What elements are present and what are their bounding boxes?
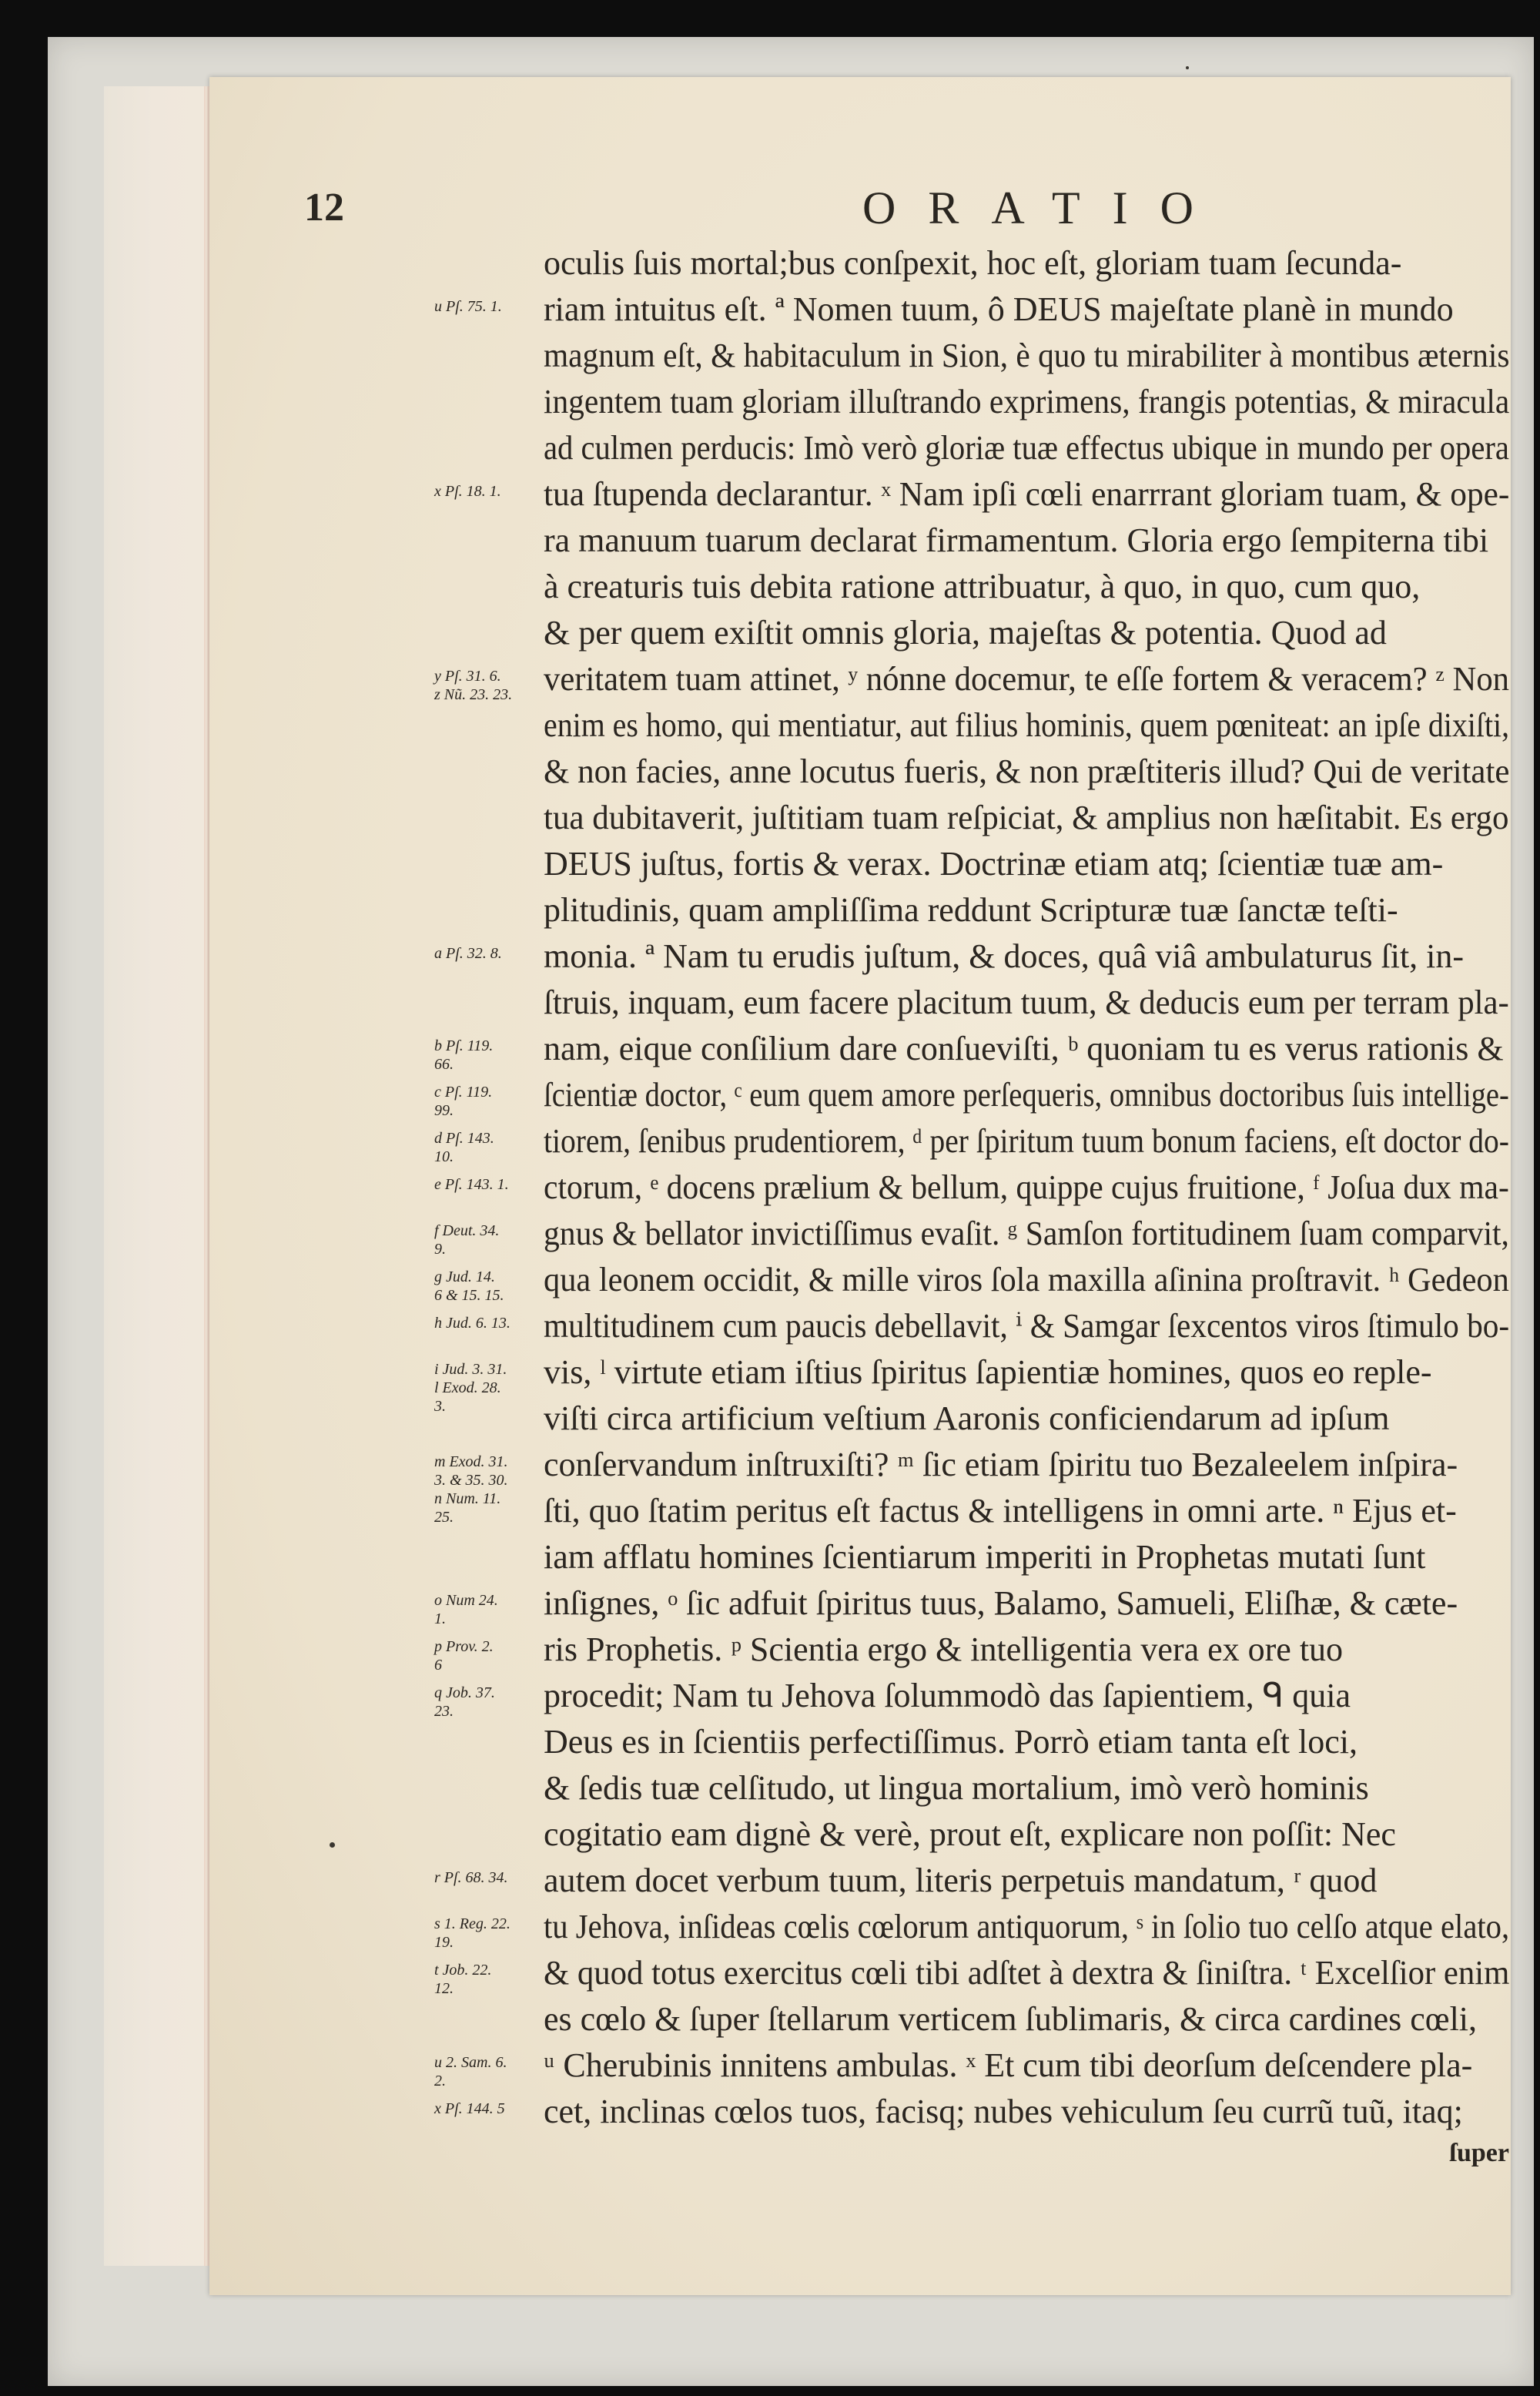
margin-note: q Job. 37. 23.: [434, 1684, 495, 1720]
margin-note: s 1. Reg. 22. 19.: [434, 1915, 511, 1951]
text-line: ctorum, ᵉ docens prælium & bellum, quippe cujus fruitione, ᶠ Joſua dux ma-: [544, 1168, 1509, 1206]
text-line: oculis ſuis mortal;bus conſpexit, hoc eſt, gloriam tuam ſecunda-: [544, 244, 1402, 282]
text-line: tiorem, ſenibus prudentiorem, ᵈ per ſpiritum tuum bonum faciens, eſt doctor do-: [544, 1122, 1509, 1160]
text-line: ſuper: [1449, 2139, 1509, 2167]
text-line: tua ſtupenda declarantur. ˣ Nam ipſi cœli enarrrant gloriam tuam, & ope-: [544, 475, 1510, 513]
text-line: procedit; Nam tu Jehova ſolummodò das ſapientiem, ᑫ quia: [544, 1677, 1351, 1714]
text-line: es cœlo & ſuper ſtellarum verticem ſublimaris, & circa cardines cœli,: [544, 2000, 1478, 2038]
text-line: Deus es in ſcientiis perfectiſſimus. Porrò etiam tanta eſt loci,: [544, 1723, 1358, 1761]
margin-note: o Num 24. 1.: [434, 1592, 498, 1627]
ink-speck: [330, 1842, 335, 1848]
text-line: tu Jehova, inſideas cœlis cœlorum antiquorum, ˢ in ſolio tuo celſo atque elato,: [544, 1908, 1510, 1945]
ink-speck: [1186, 66, 1189, 69]
text-line: vis, ˡ virtute etiam iſtius ſpiritus ſapientiæ homines, quos eo reple-: [544, 1353, 1432, 1391]
text-line: cogitatio eam dignè & verè, prout eſt, explicare non poſſit: Nec: [544, 1815, 1396, 1853]
text-line: autem docet verbum tuum, literis perpetuis mandatum, ʳ quod: [544, 1862, 1378, 1899]
text-line: ſtruis, inquam, eum facere placitum tuum, & deducis eum per terram pla-: [544, 984, 1509, 1021]
margin-note: p Prov. 2. 6: [434, 1638, 494, 1674]
text-line: multitudinem cum paucis debellavit, ⁱ & Samgar ſexcentos viros ſtimulo bo-: [544, 1307, 1510, 1345]
margin-note: x Pſ. 18. 1.: [434, 483, 501, 500]
text-line: & non facies, anne locutus fueris, & non præſtiteris illud? Qui de veritate: [544, 752, 1510, 790]
text-line: magnum eſt, & habitaculum in Sion, è quo tu mirabiliter à montibus æternis: [544, 337, 1510, 374]
margin-note: d Pſ. 143. 10.: [434, 1130, 494, 1165]
text-line: nam, eique conſilium dare conſueviſti, ᵇ quoniam tu es verus rationis &: [544, 1030, 1504, 1067]
text-line: iam afflatu homines ſcientiarum imperiti in Prophetas mutati ſunt: [544, 1538, 1426, 1576]
text-line: ra manuum tuarum declarat firmamentum. Gloria ergo ſempiterna tibi: [544, 521, 1489, 559]
text-line: viſti circa artificium veſtium Aaronis conficiendarum ad ipſum: [544, 1399, 1390, 1437]
margin-note: i Jud. 3. 31. l Exod. 28. 3.: [434, 1361, 507, 1415]
margin-note: h Jud. 6. 13.: [434, 1315, 511, 1332]
text-line: conſervandum inſtruxiſti? ᵐ ſic etiam ſpiritu tuo Bezaleelem inſpira-: [544, 1446, 1458, 1483]
text-line: plitudinis, quam ampliſſima reddunt Scripturæ tuæ ſanctæ teſti-: [544, 891, 1398, 929]
margin-note: m Exod. 31. 3. & 35. 30. n Num. 11. 25.: [434, 1453, 508, 1526]
text-line: ſcientiæ doctor, ᶜ eum quem amore perſequeris, omnibus doctoribus ſuis intellige-: [544, 1076, 1509, 1114]
text-line: veritatem tuam attinet, ʸ nónne docemur, te eſſe fortem & veracem? ᶻ Non: [544, 660, 1509, 698]
text-line: à creaturis tuis debita ratione attribuatur, à quo, in quo, cum quo,: [544, 568, 1421, 605]
text-line: inſignes, ᵒ ſic adfuit ſpiritus tuus, Balamo, Samueli, Eliſhæ, & cæte-: [544, 1584, 1458, 1622]
margin-note: e Pſ. 143. 1.: [434, 1176, 509, 1193]
margin-note: g Jud. 14. 6 & 15. 15.: [434, 1268, 504, 1304]
text-line: ſti, quo ſtatim peritus eſt factus & intelligens in omni arte. ⁿ Ejus et-: [544, 1492, 1457, 1530]
margin-note: f Deut. 34. 9.: [434, 1222, 500, 1258]
text-line: monia. ª Nam tu erudis juſtum, & doces, quâ viâ ambulaturus ſit, in-: [544, 937, 1465, 975]
text-line: enim es homo, qui mentiatur, aut filius hominis, quem pœniteat: an ipſe dixiſti,: [544, 706, 1510, 744]
margin-note: x Pſ. 144. 5: [434, 2100, 505, 2117]
text-line: ingentem tuam gloriam illuſtrando exprimens, frangis potentias, & miracula: [544, 383, 1510, 421]
text-line: cet, inclinas cœlos tuos, facisq; nubes vehiculum ſeu currũ tuũ, itaq;: [544, 2093, 1463, 2130]
text-line: ris Prophetis. ᵖ Scientia ergo & intelligentia vera ex ore tuo: [544, 1630, 1344, 1668]
margin-note: y Pſ. 31. 6. z Nũ. 23. 23.: [434, 668, 513, 703]
text-line: & quod totus exercitus cœli tibi adſtet à dextra & ſiniſtra. ᵗ Excelſior enim: [544, 1954, 1510, 1992]
margin-note: u 2. Sam. 6. 2.: [434, 2054, 507, 2089]
margin-note: a Pſ. 32. 8.: [434, 945, 502, 962]
text-line: DEUS juſtus, fortis & verax. Doctrinæ etiam atq; ſcientiæ tuæ am-: [544, 845, 1444, 883]
text-line: & ſedis tuæ celſitudo, ut lingua mortalium, imò verò hominis: [544, 1769, 1369, 1807]
main-text-block: [544, 240, 1509, 2172]
text-line: tua dubitaverit, juſtitiam tuam reſpiciat, & amplius non hæſitabit. Es ergo: [544, 799, 1509, 836]
text-line: riam intuitus eſt. ª Nomen tuum, ô DEUS majeſtate planè in mundo: [544, 290, 1454, 328]
margin-note: r Pſ. 68. 34.: [434, 1869, 508, 1886]
margin-note: u Pſ. 75. 1.: [434, 298, 502, 315]
margin-note: b Pſ. 119. 66.: [434, 1037, 494, 1073]
page-number: 12: [304, 186, 344, 230]
text-line: ad culmen perducis: Imò verò gloriæ tuæ effectus ubique in mundo per opera: [544, 429, 1509, 467]
text-line: gnus & bellator invictiſſimus evaſit. ᵍ Samſon fortitudinem ſuam comparvit,: [544, 1215, 1509, 1252]
running-head: ORATIO: [862, 183, 1226, 233]
margin-note: t Job. 22. 12.: [434, 1962, 492, 1997]
text-line: qua leonem occidit, & mille viros ſola maxilla aſinina proſtravit. ʰ Gedeon: [544, 1261, 1509, 1299]
text-line: & per quem exiſtit omnis gloria, majeſtas & potentia. Quod ad: [544, 614, 1387, 652]
text-line: ᵘ Cherubinis innitens ambulas. ˣ Et cum tibi deorſum deſcendere pla-: [544, 2046, 1473, 2084]
margin-note: c Pſ. 119. 99.: [434, 1084, 493, 1119]
